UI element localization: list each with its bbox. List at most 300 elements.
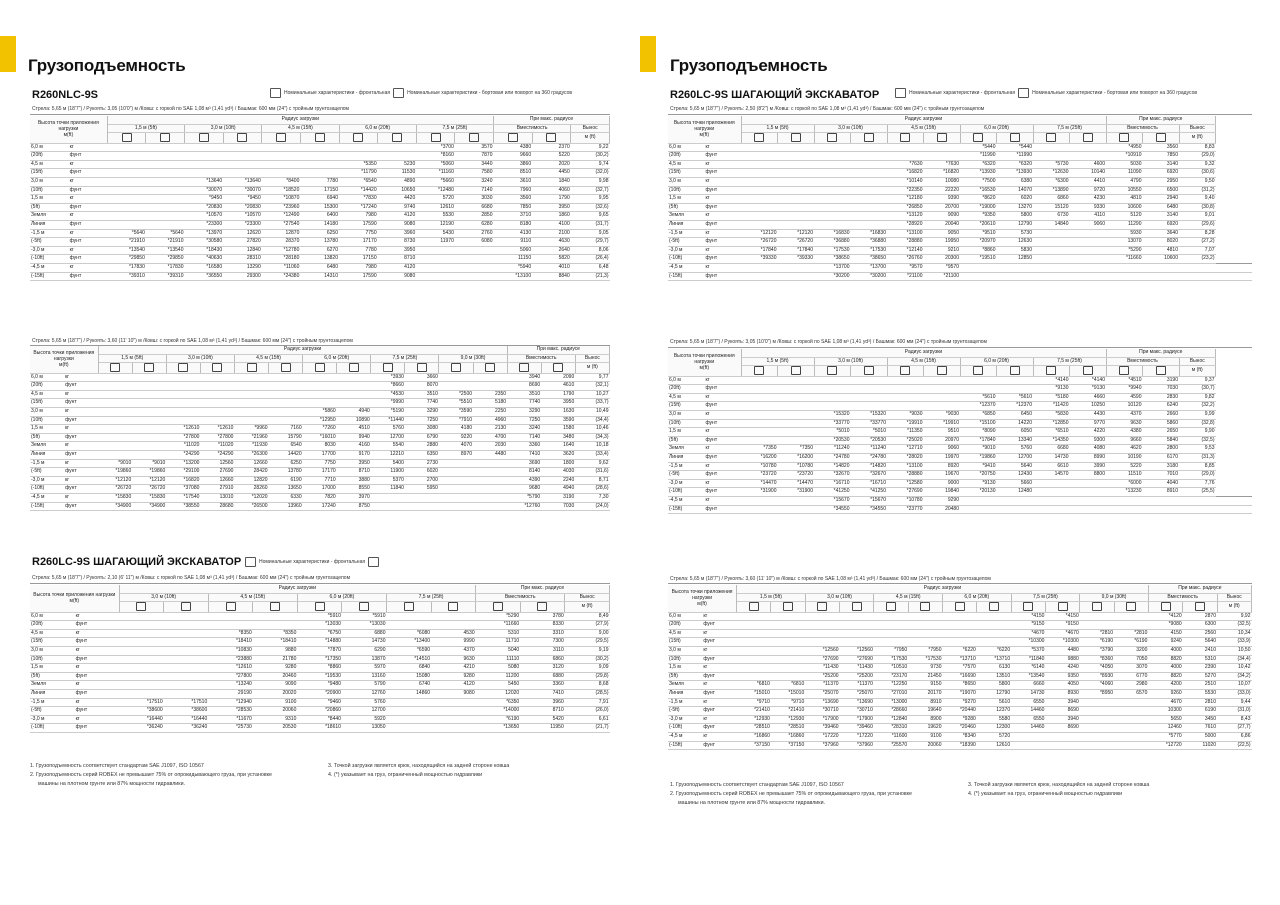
value-cell: *13120 [887, 212, 924, 221]
table-row [668, 143, 1252, 152]
max-radius-header: При макс. радиусе [1148, 585, 1251, 593]
unit-cell: фунт [75, 621, 120, 630]
radius-column-header: 4,5 м (15ft) [208, 593, 297, 602]
value-cell [234, 373, 268, 382]
value-cell [1114, 715, 1148, 724]
value-cell: *13540 [1011, 672, 1045, 681]
value-cell: *26720 [132, 485, 166, 494]
value-cell [1033, 143, 1070, 152]
divider [30, 583, 610, 584]
value-cell: *36550 [185, 272, 224, 281]
table-row [30, 238, 610, 247]
value-cell: *23170 [874, 672, 908, 681]
value-cell: 15120 [1033, 203, 1070, 212]
value-cell: 6540 [269, 442, 303, 451]
value-cell: *17530 [814, 246, 851, 255]
legend [895, 88, 1197, 98]
value-cell [107, 160, 146, 169]
value-cell: *16530 [960, 186, 997, 195]
height-cell: 4,5 м [668, 629, 702, 638]
value-cell: *16860 [771, 732, 805, 741]
table-row [668, 229, 1252, 238]
value-cell: 28370 [262, 238, 301, 247]
table-row [30, 664, 610, 673]
value-cell: 13780 [269, 468, 303, 477]
radius-column-header: 7,5 м (25ft) [387, 593, 476, 602]
radius-column-header: 4,5 м (15ft) [887, 124, 960, 133]
value-cell: 4070 [439, 442, 473, 451]
value-cell [778, 428, 815, 437]
value-cell [741, 169, 778, 178]
front-rating-icon [1119, 366, 1129, 375]
value-cell [960, 272, 997, 281]
value-cell: 1580 [541, 425, 575, 434]
value-cell: *38650 [814, 255, 851, 264]
value-cell: 7850 [1143, 152, 1180, 161]
side-rating-icon [1058, 602, 1068, 611]
value-cell: *10780 [887, 496, 924, 505]
value-cell: *11350 [887, 428, 924, 437]
table-row [668, 496, 1252, 505]
height-cell: -3,0 м [30, 476, 64, 485]
value-cell [98, 390, 132, 399]
value-cell [805, 638, 839, 647]
value-cell: *11790 [339, 169, 378, 178]
front-rating-icon [383, 363, 393, 372]
rating-icon-cell [814, 133, 851, 143]
value-cell [778, 393, 815, 402]
value-cell [1143, 505, 1180, 514]
height-label: Высота точки приложения нагрузки [33, 350, 95, 363]
value-cell [805, 612, 839, 621]
height-cell: (5ft) [30, 203, 69, 212]
value-cell: *12020 [234, 493, 268, 502]
value-cell: 6880 [342, 629, 387, 638]
value-cell: 9050 [924, 229, 961, 238]
value-cell: 10,18 [575, 442, 609, 451]
value-cell: *14510 [387, 655, 432, 664]
table-row [668, 462, 1252, 471]
value-cell: 20020 [253, 689, 298, 698]
table-row [30, 442, 610, 451]
rating-icon-cell [1070, 133, 1107, 143]
value-cell: *11160 [416, 169, 455, 178]
value-cell [132, 390, 166, 399]
value-cell [303, 382, 337, 391]
value-cell [1080, 724, 1114, 733]
side-rating-icon [315, 133, 325, 142]
value-cell: 2800 [1143, 445, 1180, 454]
value-cell: *13230 [1106, 488, 1143, 497]
front-rating-icon [110, 363, 120, 372]
rating-icon-cell [253, 602, 298, 612]
value-cell: *8950 [1080, 689, 1114, 698]
value-cell: *5010 [851, 428, 888, 437]
unit-cell: кг [69, 212, 108, 221]
value-cell: 5760 [997, 445, 1034, 454]
value-cell: *9570 [924, 263, 961, 272]
table-row [30, 459, 610, 468]
rating-icon-cell [977, 602, 1011, 612]
side-rating-icon [160, 133, 170, 142]
value-cell: 17170 [303, 468, 337, 477]
value-cell [223, 160, 262, 169]
value-cell [166, 399, 200, 408]
value-cell [771, 629, 805, 638]
value-cell: 2100 [532, 229, 571, 238]
value-cell [473, 493, 507, 502]
value-cell: 5720 [416, 195, 455, 204]
value-cell: (22,5) [1217, 741, 1252, 750]
value-cell: *6540 [339, 177, 378, 186]
value-cell [851, 143, 888, 152]
value-cell [741, 428, 778, 437]
rating-icon-cell [1011, 602, 1045, 612]
value-cell [778, 143, 815, 152]
value-cell: 12700 [997, 453, 1034, 462]
value-cell: 9720 [1070, 186, 1107, 195]
value-cell [908, 612, 942, 621]
value-cell [778, 505, 815, 514]
value-cell [132, 433, 166, 442]
value-cell: 14730 [1011, 689, 1045, 698]
value-cell: 7140 [507, 433, 541, 442]
value-cell: *9480 [297, 681, 342, 690]
height-cell: (5ft) [30, 672, 75, 681]
value-cell: 9090 [253, 681, 298, 690]
legend-side: Номинальные характеристики - бортовая или поворот на 360 градусов [407, 90, 573, 96]
value-cell [431, 724, 476, 733]
value-cell: *20460 [943, 724, 977, 733]
value-cell: 14220 [997, 419, 1034, 428]
value-cell [771, 664, 805, 673]
value-cell [737, 621, 771, 630]
table-row [668, 177, 1252, 186]
table-row [668, 445, 1252, 454]
table-row [30, 485, 610, 494]
value-cell: 7030 [541, 502, 575, 511]
value-cell: 9630 [431, 655, 476, 664]
value-cell: *14880 [297, 638, 342, 647]
unit-cell: фунт [705, 152, 742, 161]
value-cell: *9150 [1045, 621, 1079, 630]
footnote-3: 3. Точкой загрузки является крюк, находящийся на задней стороне ковша [968, 782, 1150, 788]
side-rating-icon [1010, 366, 1020, 375]
value-cell: 5950 [405, 485, 439, 494]
value-cell: 4670 [1148, 698, 1182, 707]
value-cell: *25200 [805, 672, 839, 681]
value-cell [741, 272, 778, 281]
value-cell: 3640 [1143, 229, 1180, 238]
value-cell: *15670 [851, 496, 888, 505]
unit-cell: фунт [69, 272, 108, 281]
conditions-text: Стрела: 5,65 м (18'7") / Рукоять: 2,50 (8'2") м /Ковш: с горкой по SAE 1,08 м³ (1,41 yd³) / Башмак: 600 мм (24") с тройным грунтозацепом [670, 106, 985, 112]
height-cell: (-10ft) [30, 255, 69, 264]
value-cell: 9100 [908, 732, 942, 741]
value-cell: 9,22 [571, 143, 610, 152]
unit-cell: кг [705, 479, 742, 488]
value-cell: *17830 [146, 263, 185, 272]
value-cell: *10140 [887, 177, 924, 186]
value-cell [387, 707, 432, 716]
value-cell: *12120 [132, 476, 166, 485]
value-cell: 11970 [416, 238, 455, 247]
value-cell [208, 621, 253, 630]
value-cell [439, 459, 473, 468]
value-cell [1143, 263, 1180, 272]
value-cell: *6590 [387, 646, 432, 655]
value-cell: *5370 [1011, 646, 1045, 655]
value-cell: *21910 [146, 238, 185, 247]
value-cell: 28260 [234, 485, 268, 494]
height-cell: (-10ft) [668, 724, 702, 733]
radius-column-header: 6,0 м (20ft) [960, 357, 1033, 366]
reach-unit: м (ft) [1179, 366, 1216, 376]
value-cell: *17840 [741, 246, 778, 255]
value-cell [337, 373, 371, 382]
value-cell: 3070 [1114, 664, 1148, 673]
value-cell: 4120 [431, 681, 476, 690]
unit-cell: кг [705, 376, 742, 385]
value-cell: 3240 [507, 425, 541, 434]
value-cell: 5400 [371, 459, 405, 468]
height-header [668, 349, 741, 376]
table-row [30, 263, 610, 272]
value-cell [337, 382, 371, 391]
value-cell: 2950 [1143, 177, 1180, 186]
height-cell: (-5ft) [668, 707, 702, 716]
value-cell [269, 390, 303, 399]
value-cell: 9,98 [571, 177, 610, 186]
table-row [668, 732, 1252, 741]
value-cell [924, 393, 961, 402]
value-cell: *14820 [851, 462, 888, 471]
value-cell: *11990 [997, 152, 1034, 161]
radius-column-header: 4,5 м (15ft) [887, 357, 960, 366]
value-cell: 8990 [1070, 453, 1107, 462]
height-label: Высота точки приложения нагрузки [673, 120, 735, 133]
height-label: Высота точки приложения нагрузки [671, 589, 733, 602]
value-cell: *5190 [371, 407, 405, 416]
unit-cell: кг [64, 442, 98, 451]
value-cell [1106, 272, 1143, 281]
value-cell [874, 629, 908, 638]
value-cell: 6570 [1114, 689, 1148, 698]
value-cell: *27540 [262, 220, 301, 229]
value-cell [874, 638, 908, 647]
height-cell: (-15ft) [30, 272, 69, 281]
value-cell: 6300 [1183, 621, 1217, 630]
value-cell: 1790 [532, 195, 571, 204]
height-cell: 3,0 м [30, 177, 69, 186]
value-cell [1070, 263, 1107, 272]
reach-header: Вынос [1217, 593, 1252, 602]
value-cell: *15010 [737, 689, 771, 698]
value-cell: 12870 [262, 229, 301, 238]
value-cell: 9,90 [1179, 428, 1216, 437]
value-cell: *33770 [814, 419, 851, 428]
table-row [30, 195, 610, 204]
value-cell: 4220 [1070, 428, 1107, 437]
value-cell: 7750 [303, 459, 337, 468]
value-cell [371, 493, 405, 502]
value-cell: *24780 [851, 453, 888, 462]
height-header [668, 116, 741, 143]
value-cell: *5180 [1033, 393, 1070, 402]
value-cell: *7350 [741, 445, 778, 454]
value-cell: 12790 [997, 220, 1034, 229]
value-cell [771, 638, 805, 647]
value-cell [132, 407, 166, 416]
value-cell [146, 169, 185, 178]
height-cell: (-10ft) [668, 488, 705, 497]
value-cell [473, 476, 507, 485]
height-cell: (20ft) [30, 152, 69, 161]
value-cell: 4480 [1045, 646, 1079, 655]
side-rating-icon [181, 602, 191, 611]
value-cell: *18610 [297, 724, 342, 733]
unit-cell: фунт [705, 186, 742, 195]
value-cell [146, 195, 185, 204]
value-cell [924, 402, 961, 411]
value-cell: 4790 [1106, 177, 1143, 186]
footnote-1: 1. Грузоподъемность соответствует стандартам SAE J1097, ISO 10567 [30, 763, 204, 769]
rating-icon-cell [303, 363, 337, 373]
value-cell: *11240 [814, 445, 851, 454]
value-cell: *5660 [416, 177, 455, 186]
table-row [30, 272, 610, 281]
value-cell [814, 203, 851, 212]
radius-column-header: 3,0 м (10ft) [814, 357, 887, 366]
value-cell: *12940 [208, 698, 253, 707]
value-cell [741, 436, 778, 445]
value-cell [1114, 724, 1148, 733]
value-cell: *11430 [805, 664, 839, 673]
value-cell [416, 272, 455, 281]
value-cell: 9240 [1148, 638, 1182, 647]
value-cell [337, 390, 371, 399]
value-cell [851, 177, 888, 186]
value-cell [1080, 612, 1114, 621]
divider [668, 347, 1252, 348]
value-cell: *7950 [908, 646, 942, 655]
value-cell [1033, 238, 1070, 247]
value-cell [741, 177, 778, 186]
unit-cell: фунт [75, 724, 120, 733]
value-cell: (21,3) [571, 272, 610, 281]
value-cell: 6280 [455, 220, 494, 229]
value-cell: *9150 [1011, 621, 1045, 630]
value-cell [262, 143, 301, 152]
value-cell: 1860 [532, 212, 571, 221]
radius-column-header: 7,5 м (25ft) [1033, 124, 1106, 133]
value-cell: *12180 [887, 195, 924, 204]
value-cell: *5610 [997, 393, 1034, 402]
value-cell [943, 612, 977, 621]
rating-icon-cell [924, 133, 961, 143]
value-cell [431, 707, 476, 716]
value-cell: *39330 [741, 255, 778, 264]
value-cell: *8660 [371, 382, 405, 391]
value-cell [1114, 707, 1148, 716]
value-cell: 5220 [532, 152, 571, 161]
value-cell: 11150 [494, 255, 533, 264]
footnote-4: 4. (*) указывает на груз, ограниченный мощностью гидравлики [328, 772, 483, 778]
height-cell: (-15ft) [668, 505, 705, 514]
value-cell: *37960 [805, 741, 839, 750]
value-cell: *12930 [737, 715, 771, 724]
value-cell [814, 376, 851, 385]
value-cell: *32670 [814, 471, 851, 480]
reach-header: Вынос [571, 124, 610, 133]
value-cell: 9080 [378, 220, 417, 229]
value-cell: 3690 [507, 459, 541, 468]
conditions-text: Стрела: 5,65 м (18'7") / Рукоять: 2,10 (6' 11") м /Ковш: с горкой по SAE 1,08 м³ (1,41 yd³) / Башмак: 600 мм (24") с тройным грунтозацепом [32, 575, 351, 581]
value-cell [1045, 741, 1079, 750]
value-cell: 4430 [1070, 410, 1107, 419]
value-cell [234, 399, 268, 408]
value-cell [98, 382, 132, 391]
height-cell: -4,5 м [668, 732, 702, 741]
height-cell: -3,0 м [668, 479, 705, 488]
value-cell [814, 402, 851, 411]
footnote-1: 1. Грузоподъемность соответствует стандартам SAE J1097, ISO 10567 [670, 782, 844, 788]
height-cell: (5ft) [30, 433, 64, 442]
unit-cell: фунт [69, 238, 108, 247]
value-cell: 2870 [1183, 612, 1217, 621]
value-cell: 6,48 [571, 263, 610, 272]
value-cell: *38550 [166, 502, 200, 511]
value-cell: *19910 [924, 419, 961, 428]
value-cell: *36880 [814, 238, 851, 247]
value-cell: 5720 [977, 732, 1011, 741]
rating-icon-cell [387, 602, 432, 612]
value-cell: *34900 [132, 502, 166, 511]
value-cell [1114, 621, 1148, 630]
radius-column-header: 1,5 м (5ft) [98, 354, 166, 363]
legend [270, 88, 572, 98]
value-cell [146, 143, 185, 152]
height-cell: 6,0 м [30, 373, 64, 382]
unit-cell: фунт [75, 707, 120, 716]
value-cell: *17840 [960, 436, 997, 445]
value-cell: 9060 [924, 445, 961, 454]
value-cell: 4450 [532, 169, 571, 178]
height-cell: 6,0 м [668, 376, 705, 385]
value-cell [405, 502, 439, 511]
front-rating-icon [431, 133, 441, 142]
value-cell [107, 169, 146, 178]
table-row [30, 407, 610, 416]
value-cell: *16200 [778, 453, 815, 462]
value-cell [1114, 732, 1148, 741]
value-cell: 2810 [1183, 698, 1217, 707]
value-cell: 5030 [1106, 160, 1143, 169]
unit-cell: кг [702, 646, 736, 655]
unit-cell: кг [702, 664, 736, 673]
height-label: Высота точки приложения нагрузки [33, 592, 116, 599]
value-cell: *5010 [814, 428, 851, 437]
unit-cell: фунт [705, 453, 742, 462]
value-cell [1011, 732, 1045, 741]
value-cell: 5580 [977, 715, 1011, 724]
value-cell: 5430 [416, 229, 455, 238]
value-cell: *8350 [253, 629, 298, 638]
value-cell [924, 152, 961, 161]
value-cell [1106, 496, 1143, 505]
value-cell: *9710 [771, 698, 805, 707]
value-cell: 11020 [1183, 741, 1217, 750]
